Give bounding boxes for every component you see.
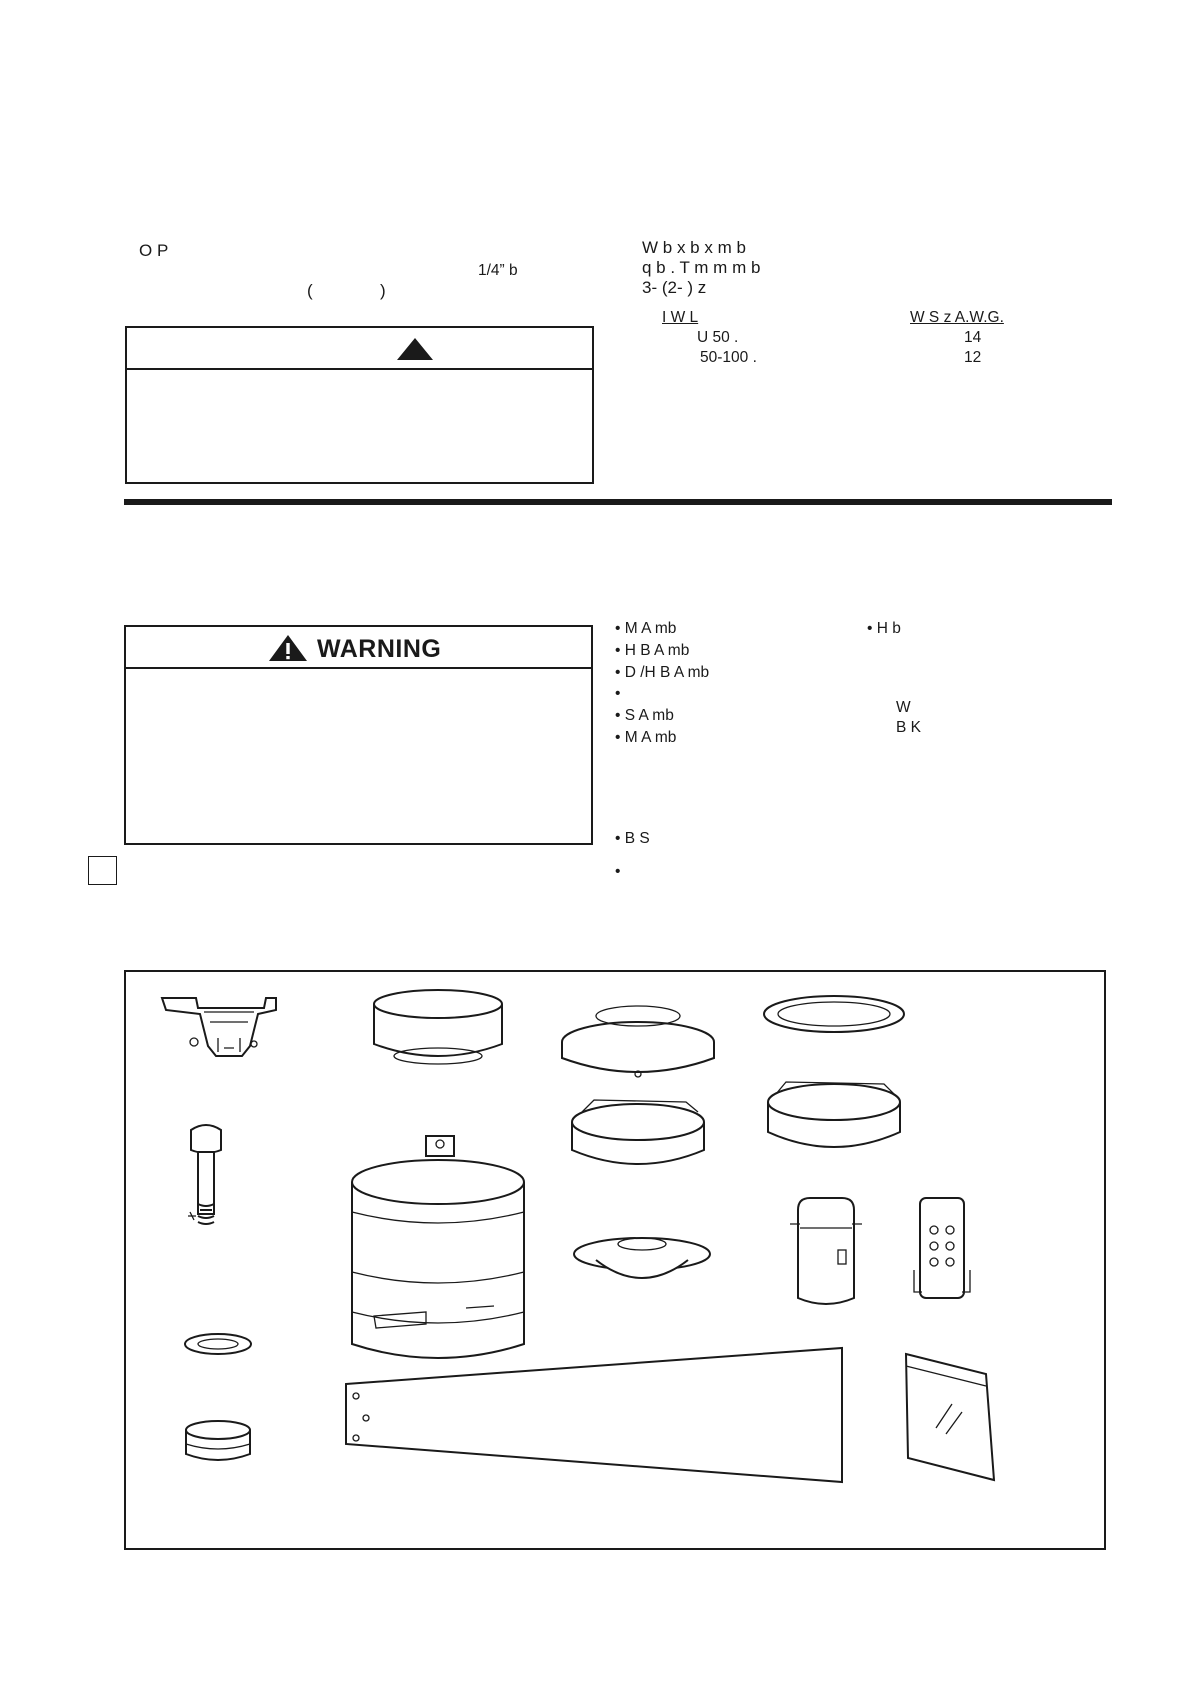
warning-box-header: [126, 627, 591, 669]
motor-assembly: [352, 1136, 524, 1358]
figure-marker-box: [88, 856, 117, 885]
wire-table-header-length: I W L: [662, 309, 699, 326]
wire-table-row2-length: 50-100 .: [700, 349, 757, 366]
wiring-line-3: 3- (2- ) z: [642, 278, 707, 297]
parts-list-item: • M A mb: [615, 729, 677, 746]
glass-shade: [764, 996, 904, 1032]
wiring-line-1: W b x b x m b: [642, 238, 746, 257]
wire-table-row1-size: 14: [964, 329, 982, 346]
parts-list-item: •: [615, 863, 621, 880]
parts-figure: [124, 970, 1106, 1550]
parts-list-subitem: B K: [896, 719, 921, 736]
paren-close: ): [380, 281, 386, 300]
parts-list-subitem: W: [896, 699, 911, 716]
wiring-line-2: q b . T m m m b: [642, 258, 761, 277]
caution-box-header: [127, 328, 592, 370]
mounting-bracket: [162, 998, 276, 1056]
section-divider: [124, 499, 1112, 505]
left-intro-line: O P: [139, 241, 169, 260]
caution-box: [125, 326, 594, 484]
parts-list-item: • H b: [867, 620, 901, 637]
switch-housing: [572, 1100, 704, 1164]
parts-list-item: • B S: [615, 830, 650, 847]
parts-list-item: • H B A mb: [615, 642, 690, 659]
downrod-with-hanger-ball: [188, 1125, 221, 1224]
parts-list-item: • M A mb: [615, 620, 677, 637]
parts-list-item: •: [615, 685, 621, 702]
canopy: [374, 990, 502, 1064]
hardware-bag: [906, 1354, 994, 1480]
light-kit-housing: [562, 1006, 714, 1077]
remote-control: [914, 1198, 970, 1298]
parts-list-item: • D /H B A mb: [615, 664, 710, 681]
canopy-ring: [185, 1334, 251, 1354]
fan-blade: [346, 1348, 842, 1482]
warning-exclamation-icon: [268, 634, 308, 662]
fraction-text: 1/4” b: [478, 262, 518, 279]
warning-triangle-icon: [395, 336, 435, 362]
parts-list-item: • S A mb: [615, 707, 674, 724]
warning-box: [124, 625, 593, 845]
receiver: [790, 1198, 862, 1304]
coupling-cover: [186, 1421, 250, 1460]
glass-cover: [768, 1082, 900, 1147]
wire-table-row2-size: 12: [964, 349, 982, 366]
wire-table-row1-length: U 50 .: [697, 329, 739, 346]
paren-open: (: [307, 281, 313, 300]
light-fitter: [574, 1238, 710, 1278]
wire-table-header-size: W S z A.W.G.: [910, 309, 1004, 326]
warning-label: WARNING: [317, 635, 442, 663]
